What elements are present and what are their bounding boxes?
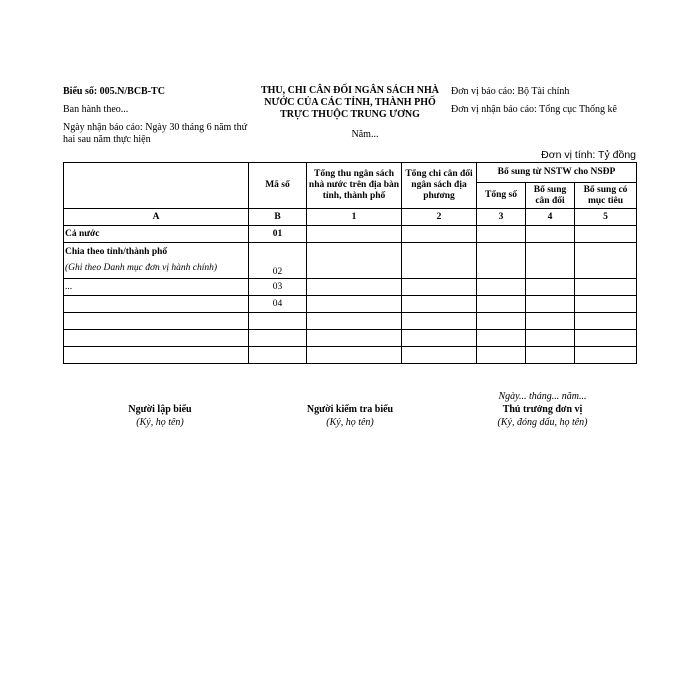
header-name-col: [64, 163, 249, 209]
title-line-1: THU, CHI CÂN ĐỐI NGÂN SÁCH NHÀ: [260, 85, 440, 96]
index-cell: B: [249, 209, 307, 226]
table-index-row: [64, 209, 637, 226]
reporting-unit: Đơn vị báo cáo: Bộ Tài chính: [451, 86, 570, 97]
value-cell[interactable]: [575, 243, 637, 279]
report-title: [250, 85, 450, 121]
row-name: ...: [64, 279, 249, 296]
value-cell[interactable]: [526, 243, 575, 279]
row-code: 02: [249, 243, 307, 279]
value-cell[interactable]: [402, 330, 477, 347]
index-cell: 5: [575, 209, 637, 226]
value-cell[interactable]: [575, 279, 637, 296]
row-name: [64, 313, 249, 330]
value-cell[interactable]: [477, 296, 526, 313]
value-cell[interactable]: [477, 279, 526, 296]
value-cell[interactable]: [307, 347, 402, 364]
header-total-expenditure: Tổng chi cân đối ngân sách địa phương: [402, 163, 477, 209]
value-cell[interactable]: [526, 313, 575, 330]
value-cell[interactable]: [526, 279, 575, 296]
value-cell[interactable]: [575, 226, 637, 243]
value-cell[interactable]: [526, 296, 575, 313]
value-cell[interactable]: [402, 296, 477, 313]
row-code: [249, 313, 307, 330]
row-code: 03: [249, 279, 307, 296]
signature-note: (Ký, đóng dấu, họ tên): [497, 417, 588, 428]
value-cell[interactable]: [307, 313, 402, 330]
value-cell[interactable]: [477, 347, 526, 364]
table-header-row: [64, 163, 637, 183]
table-row: [64, 279, 637, 296]
value-cell[interactable]: [575, 347, 637, 364]
table-row: [64, 226, 637, 243]
signature-checker: [290, 403, 410, 429]
received-date: Ngày nhận báo cáo: Ngày 30 tháng 6 năm thứ hai sau năm thực hiện: [63, 122, 247, 145]
index-cell: 3: [477, 209, 526, 226]
row-name: [64, 330, 249, 347]
value-cell[interactable]: [575, 296, 637, 313]
index-cell: 2: [402, 209, 477, 226]
issued-under: Ban hành theo...: [63, 104, 129, 115]
table-row: [64, 313, 637, 330]
signature-head: [475, 390, 610, 429]
value-cell[interactable]: [307, 296, 402, 313]
signature-date: Ngày... tháng... năm...: [498, 391, 587, 402]
signature-preparer: [100, 403, 220, 429]
unit-label: Đơn vị tính: Tỷ đồng: [541, 149, 636, 161]
receiving-unit: Đơn vị nhận báo cáo: Tổng cục Thống kê: [451, 104, 617, 115]
table-row: [64, 347, 637, 364]
row-name-provinces: [64, 243, 249, 279]
index-cell: 4: [526, 209, 575, 226]
report-year: Năm...: [351, 129, 379, 140]
row-name: Chia theo tỉnh/thành phố: [65, 247, 168, 257]
header-supplement-targeted: Bổ sung có mục tiêu: [575, 183, 637, 209]
value-cell[interactable]: [575, 330, 637, 347]
value-cell[interactable]: [477, 313, 526, 330]
value-cell[interactable]: [307, 243, 402, 279]
row-code: [249, 330, 307, 347]
table-row: [64, 330, 637, 347]
row-name: [64, 347, 249, 364]
header-supplement-balance: Bổ sung cân đối: [526, 183, 575, 209]
value-cell[interactable]: [477, 330, 526, 347]
row-name: Cả nước: [64, 226, 249, 243]
table-row: [64, 296, 637, 313]
value-cell[interactable]: [526, 347, 575, 364]
value-cell[interactable]: [307, 279, 402, 296]
value-cell[interactable]: [307, 330, 402, 347]
value-cell[interactable]: [477, 226, 526, 243]
row-code: [249, 347, 307, 364]
signature-title: Người kiểm tra biểu: [306, 404, 394, 415]
row-note: (Ghi theo Danh mục đơn vị hành chính): [65, 263, 218, 273]
title-line-3: TRỰC THUỘC TRUNG ƯƠNG: [280, 109, 420, 120]
signature-title: Thủ trưởng đơn vị: [502, 404, 583, 415]
row-code: 01: [249, 226, 307, 243]
signature-note: (Ký, họ tên): [326, 417, 374, 428]
value-cell[interactable]: [402, 347, 477, 364]
value-cell[interactable]: [402, 313, 477, 330]
signature-note: (Ký, họ tên): [136, 417, 184, 428]
value-cell[interactable]: [477, 243, 526, 279]
value-cell[interactable]: [402, 226, 477, 243]
report-table: [63, 162, 637, 364]
row-name: [64, 296, 249, 313]
form-code: Biểu số: 005.N/BCB-TC: [63, 86, 165, 97]
value-cell[interactable]: [526, 226, 575, 243]
signature-title: Người lập biểu: [128, 404, 192, 415]
value-cell[interactable]: [402, 279, 477, 296]
index-cell: A: [64, 209, 249, 226]
table-row: [64, 243, 637, 279]
title-line-2: NƯỚC CỦA CÁC TỈNH, THÀNH PHỐ: [264, 97, 436, 108]
header-supplement-total: Tổng số: [477, 183, 526, 209]
value-cell[interactable]: [402, 243, 477, 279]
header-code: Mã số: [249, 163, 307, 209]
header-total-revenue: Tổng thu ngân sách nhà nước trên địa bàn tỉnh, thành phố: [307, 163, 402, 209]
value-cell[interactable]: [526, 330, 575, 347]
value-cell[interactable]: [575, 313, 637, 330]
row-code: 04: [249, 296, 307, 313]
index-cell: 1: [307, 209, 402, 226]
header-supplement-group: Bổ sung từ NSTW cho NSĐP: [477, 163, 637, 183]
value-cell[interactable]: [307, 226, 402, 243]
